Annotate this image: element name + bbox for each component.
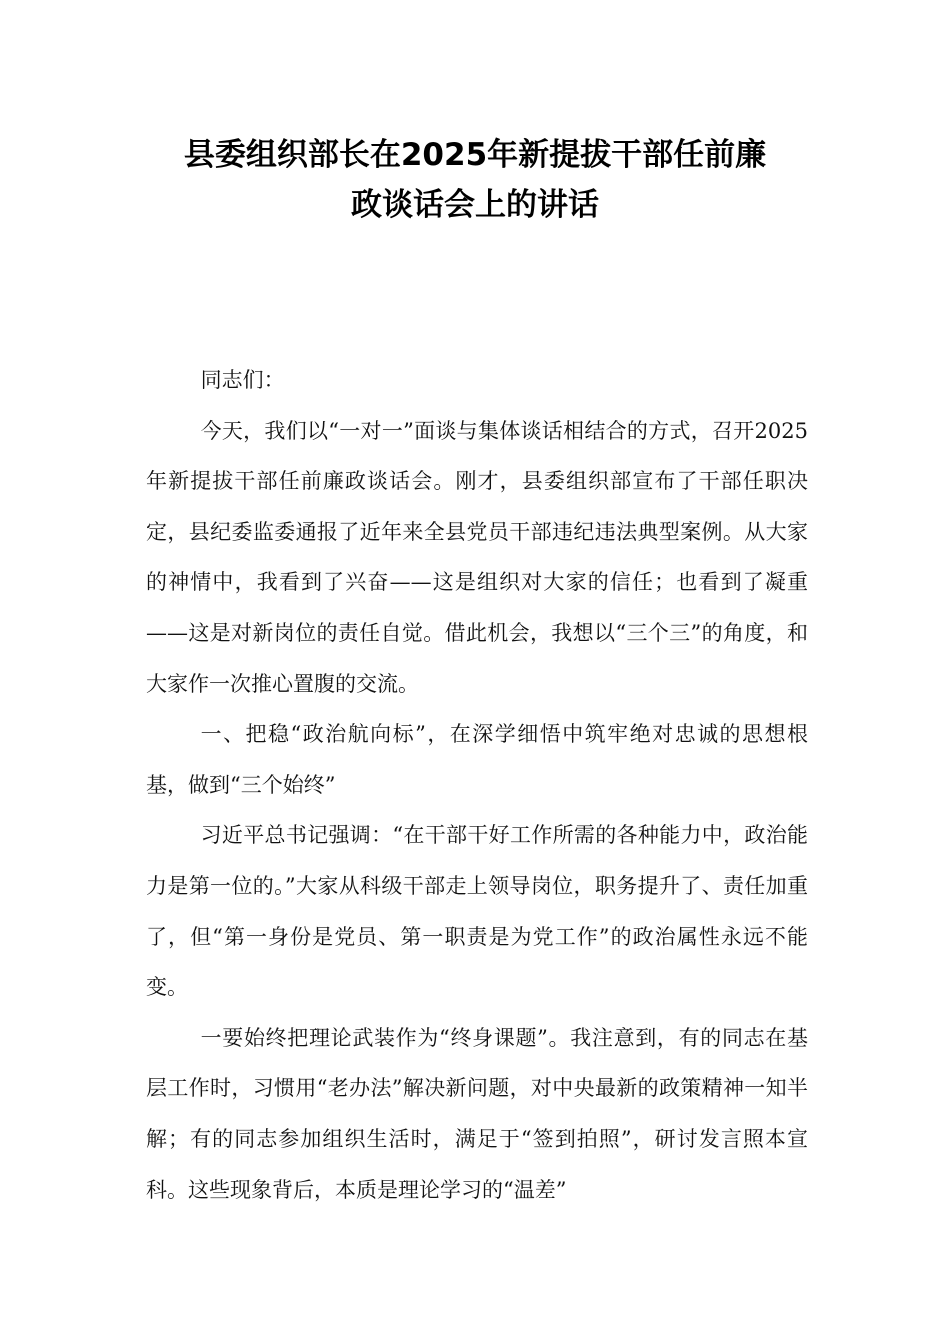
title-line-1: 县委组织部长在2025年新提拔干部任前廉 — [183, 137, 767, 173]
paragraph-point-1: 一要始终把理论武装作为“终身课题”。我注意到，有的同志在基层工作时，习惯用“老办法”解决新问题，对中央最新的政策精神一知半解；有的同志参加组织生活时，满足于“签到拍照”，研讨发言照本宣科。这些现象背后，本质是理论学习的“温差” — [146, 1025, 808, 1202]
paragraph-intro: 今天，我们以“一对一”面谈与集体谈话相结合的方式，召开2025年新提拔干部任前廉政谈话会。刚才，县委组织部宣布了干部任职决定，县纪委监委通报了近年来全县党员干部违纪违法典型案例。从大家的神情中，我看到了兴奋——这是组织对大家的信任；也看到了凝重——这是对新岗位的责任自觉。借此机会，我想以“三个三”的角度，和大家作一次推心置腹的交流。 — [146, 418, 808, 696]
greeting: 同志们： — [200, 368, 285, 392]
paragraph-quote: 习近平总书记强调：“在干部干好工作所需的各种能力中，政治能力是第一位的。”大家从科级干部走上领导岗位，职务提升了、责任加重了，但“第一身份是党员、第一职责是为党工作”的政治属性永远不能变。 — [146, 823, 808, 1000]
section-heading-1: 一、把稳“政治航向标”，在深学细悟中筑牢绝对忠诚的思想根基，做到“三个始终” — [146, 722, 808, 797]
document-body — [146, 355, 808, 1215]
document-title — [120, 130, 830, 230]
title-line-2: 政谈话会上的讲话 — [351, 187, 599, 223]
